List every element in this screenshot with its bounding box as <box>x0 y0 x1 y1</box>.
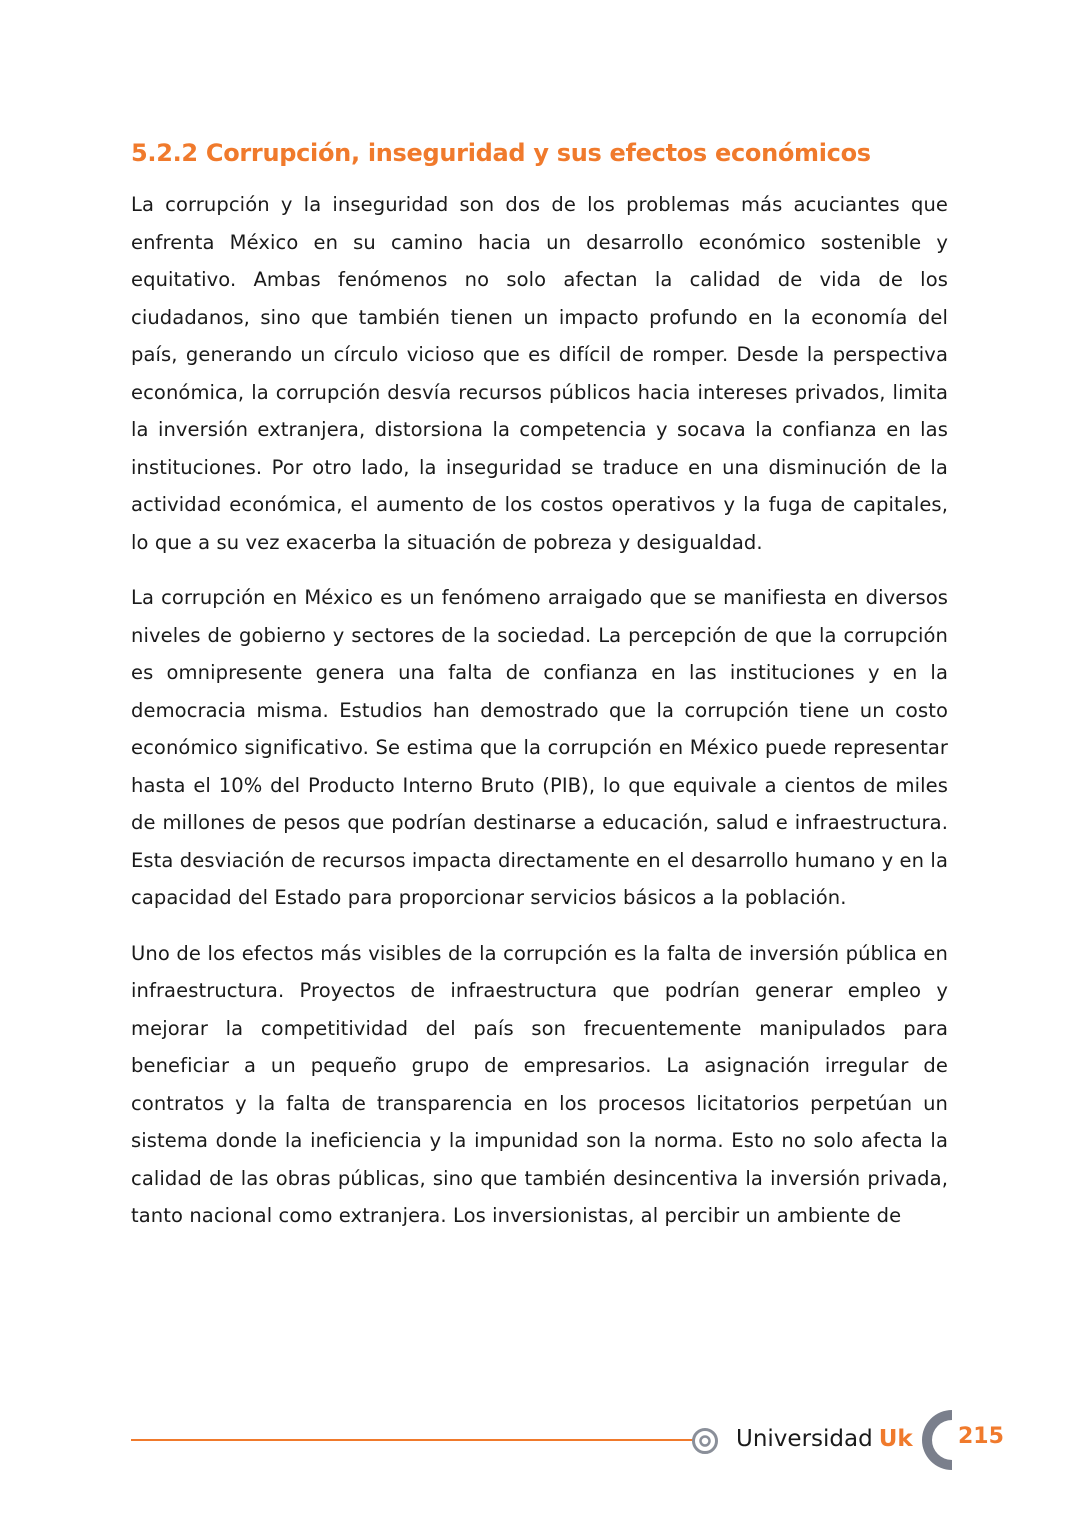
body-paragraph-1: La corrupción y la inseguridad son dos de los problemas más acuciantes que enfrenta México en su camino hacia un desarrollo económico sostenible y equitativo. Ambas fenómenos no solo afectan la calidad de vida de los ciudadanos, sino que también tienen un impacto profundo en la economía del país, generando un círculo vicioso que es difícil de romper. Desde la perspectiva económica, la corrupción desvía recursos públicos hacia intereses privados, limita la inversión extranjera, distorsiona la competencia y socava la confianza en las instituciones. Por otro lado, la inseguridad se traduce en una disminución de la actividad económica, el aumento de los costos operativos y la fuga de capitales, lo que a su vez exacerba la situación de pobreza y desigualdad. <box>131 193 948 554</box>
brand-suffix: Uk <box>878 1426 913 1452</box>
target-icon <box>692 1428 718 1454</box>
body-paragraph-2: La corrupción en México es un fenómeno arraigado que se manifiesta en diversos niveles de gobierno y sectores de la sociedad. La percepción de que la corrupción es omnipresente genera una falta de confianza en las instituciones y en la democracia misma. Estudios han demostrado que la corrupción tiene un costo económico significativo. Se estima que la corrupción en México puede representar hasta el 10% del Producto Interno Bruto (PIB), lo que equivale a cientos de miles de millones de pesos que podrían destinarse a educación, salud e infraestructura. Esta desviación de recursos impacta directamente en el desarrollo humano y en la capacidad del Estado para proporcionar servicios básicos a la población. <box>131 586 948 909</box>
page-footer <box>0 1400 1080 1480</box>
brand-logo <box>736 1422 913 1456</box>
section-title: 5.2.2 Corrupción, inseguridad y sus efectos económicos <box>131 139 871 167</box>
page-content <box>131 133 948 1253</box>
brand-name: Universidad <box>736 1426 873 1452</box>
page-number: 215 <box>958 1424 1004 1449</box>
page-arc-decoration <box>920 1408 954 1472</box>
footer-divider <box>131 1439 693 1441</box>
body-paragraph-3: Uno de los efectos más visibles de la corrupción es la falta de inversión pública en infraestructura. Proyectos de infraestructura que podrían generar empleo y mejorar la competitividad del país son frecuentemente manipulados para beneficiar a un pequeño grupo de empresarios. La asignación irregular de contratos y la falta de transparencia en los procesos licitatorios perpetúan un sistema donde la ineficiencia y la impunidad son la norma. Esto no solo afecta la calidad de las obras públicas, sino que también desincentiva la inversión privada, tanto nacional como extranjera. Los inversionistas, al percibir un ambiente de <box>131 941 948 1227</box>
